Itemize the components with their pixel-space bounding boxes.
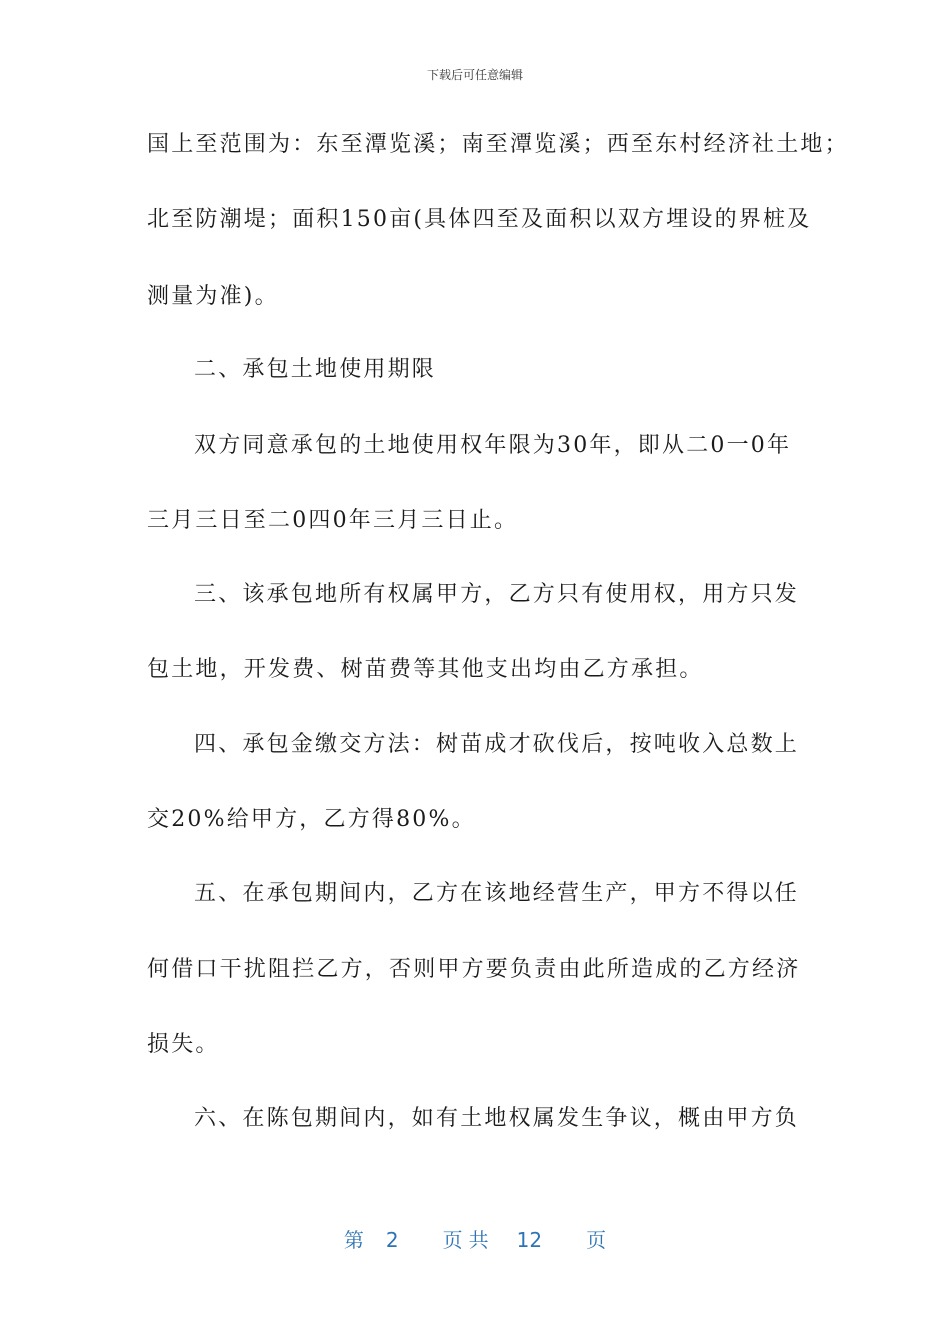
- text-line: 包土地，开发费、树苗费等其他支出均由乙方承担。: [147, 657, 704, 682]
- page-header: 下载后可任意编辑: [426, 68, 523, 82]
- text-line: 六、在陈包期间内，如有土地权属发生争议，概由甲方负: [194, 1106, 800, 1131]
- text-line: 五、在承包期间内，乙方在该地经营生产，甲方不得以任: [194, 881, 800, 906]
- text-line: 交20%给甲方，乙方得80%。: [147, 807, 476, 832]
- text-line: 三月三日至二0四0年三月三日止。: [147, 508, 519, 533]
- text-line: 三、该承包地所有权属甲方，乙方只有使用权，用方只发: [194, 582, 800, 607]
- section-heading: 二、承包土地使用期限: [194, 357, 437, 382]
- footer-middle: 页共: [442, 1228, 495, 1252]
- page-footer: [0, 1224, 950, 1253]
- text-line: 测量为准)。: [147, 284, 279, 309]
- text-line: 损失。: [147, 1032, 220, 1057]
- text-line: 双方同意承包的土地使用权年限为30年，即从二0一0年: [194, 433, 792, 458]
- footer-page-number: 2: [385, 1228, 399, 1252]
- text-line: 北至防潮堤；面积150亩(具体四至及面积以双方埋设的界桩及: [147, 207, 812, 232]
- text-line: 国上至范围为：东至潭览溪；南至潭览溪；西至东村经济社土地；: [147, 132, 849, 157]
- text-line: 何借口干扰阻拦乙方，否则甲方要负责由此所造成的乙方经济: [147, 957, 801, 982]
- footer-suffix: 页: [586, 1228, 607, 1252]
- footer-total-pages: 12: [516, 1228, 543, 1252]
- footer-prefix: 第: [343, 1228, 364, 1252]
- text-line: 四、承包金缴交方法：树苗成才砍伐后，按吨收入总数上: [194, 732, 800, 757]
